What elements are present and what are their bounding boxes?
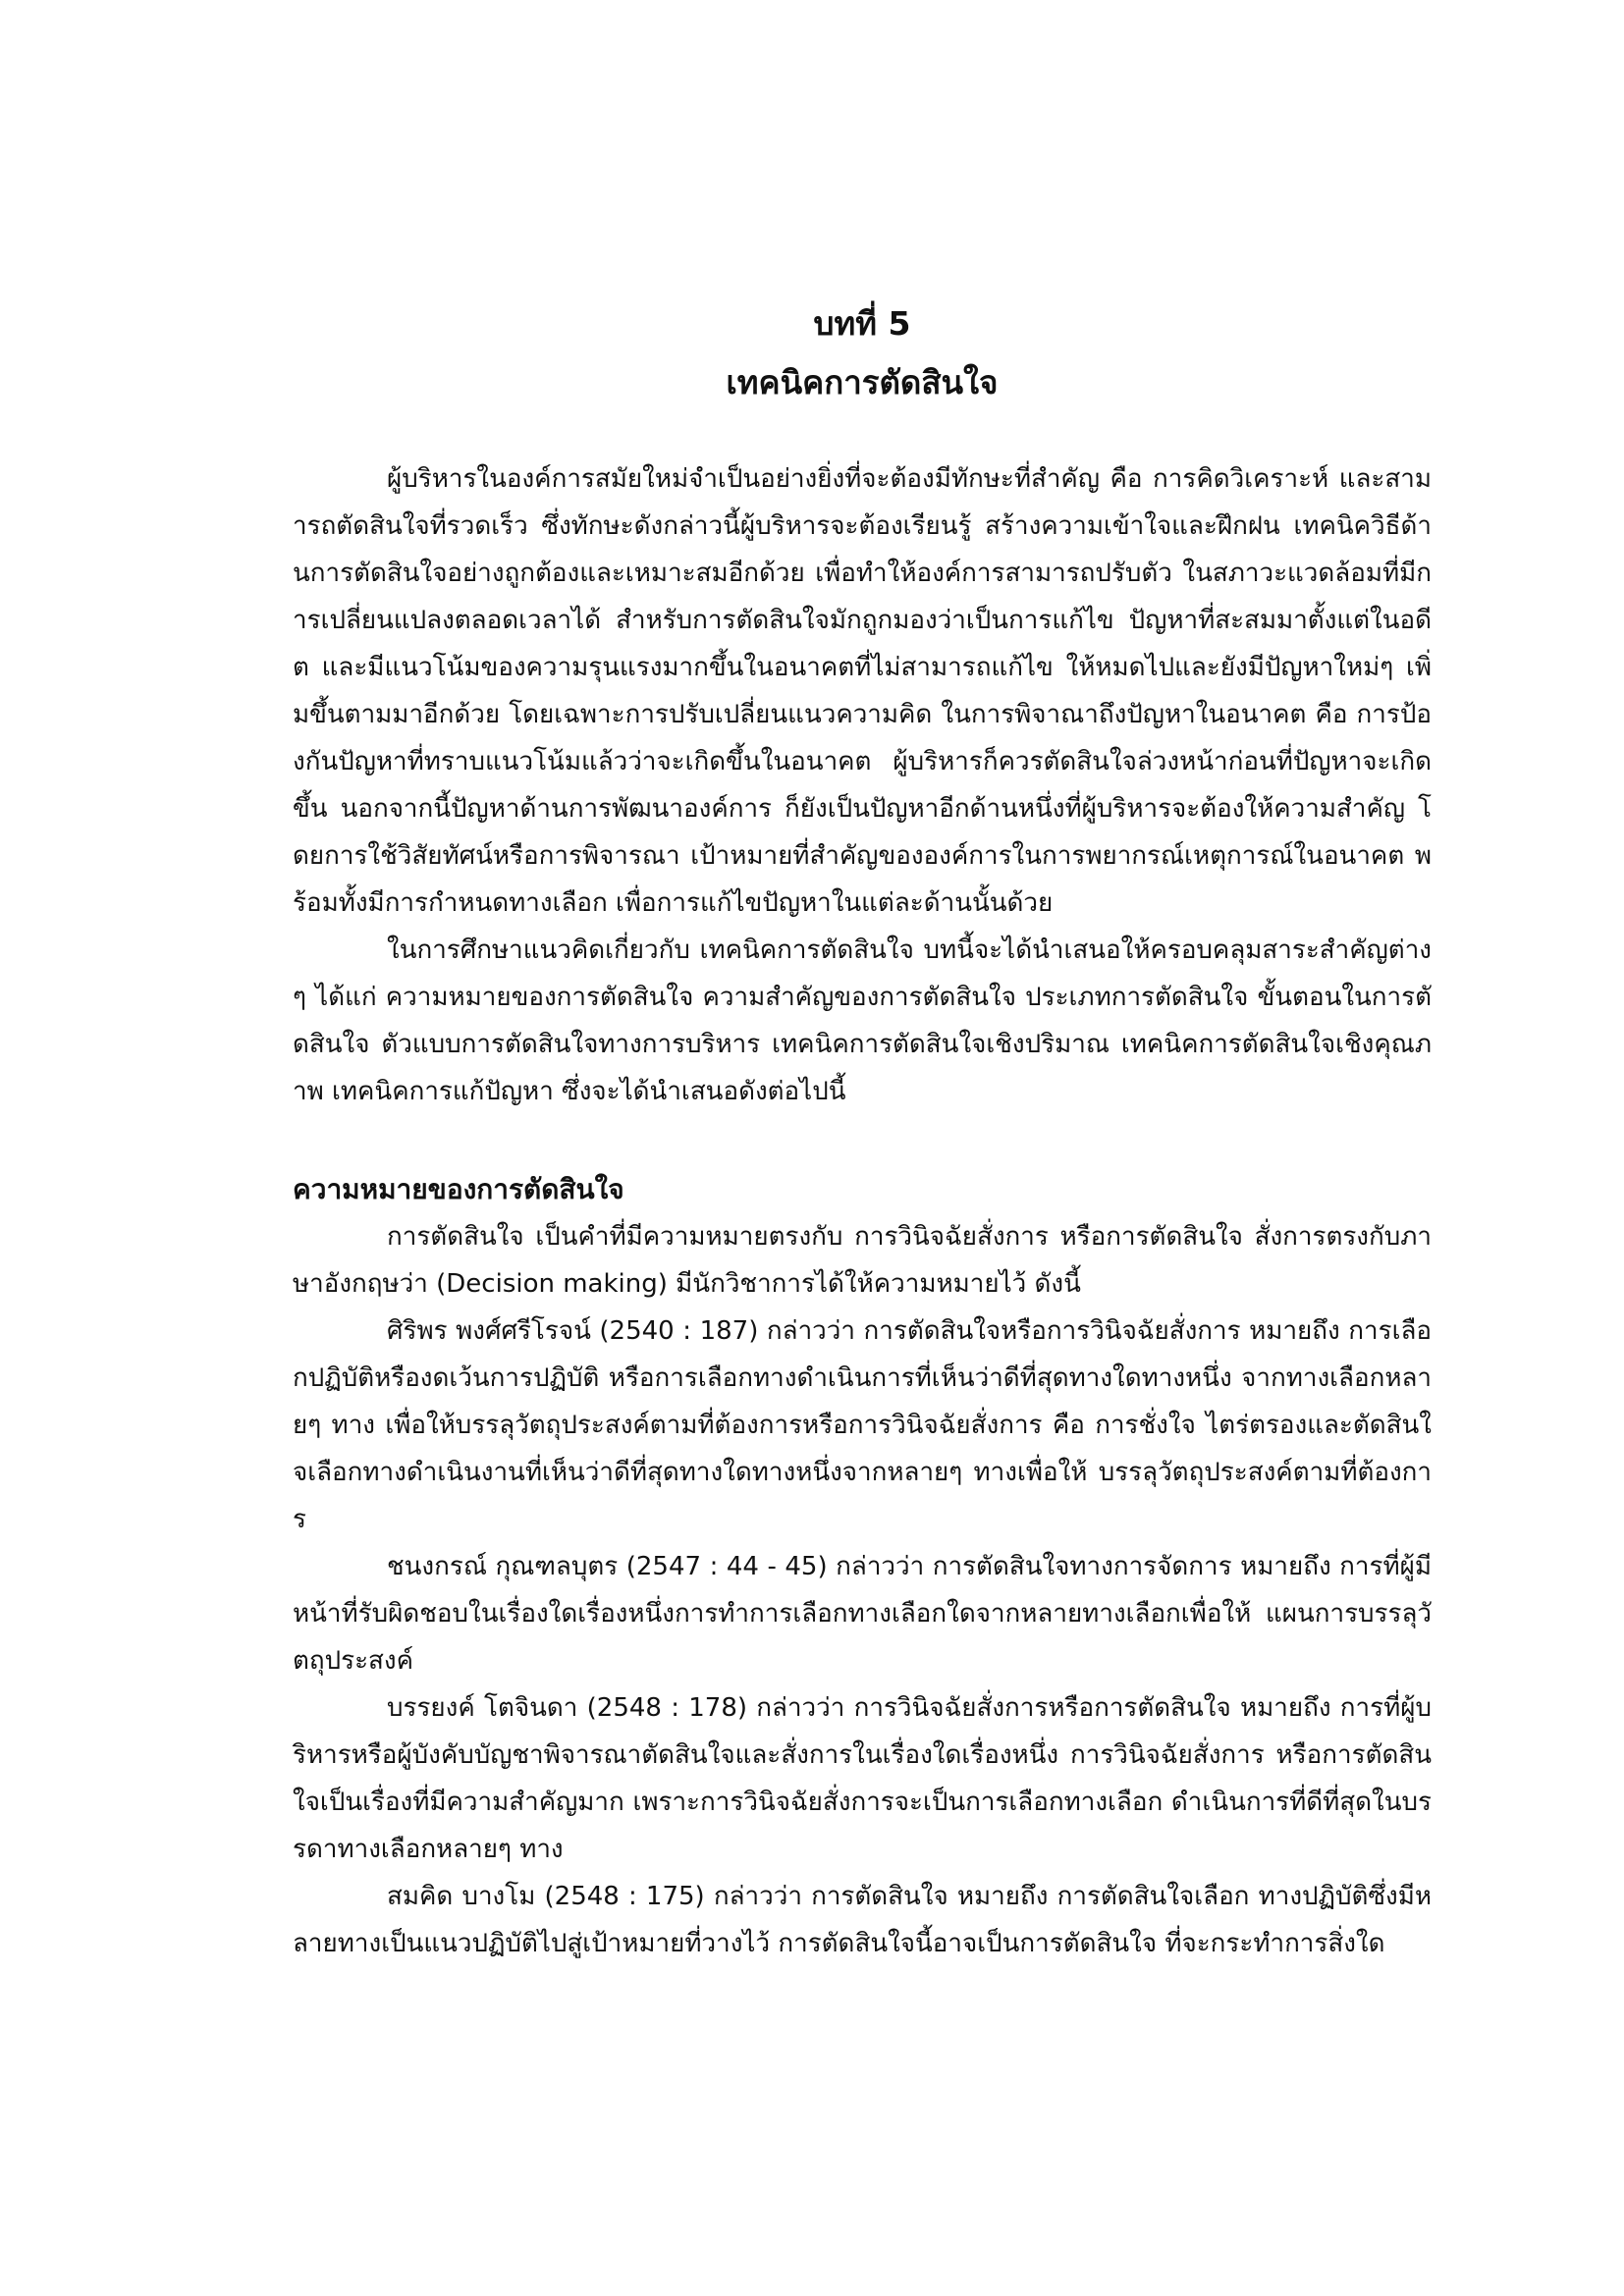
section-heading: ความหมายของการตัดสินใจ xyxy=(293,1173,624,1205)
intro-paragraph: ผู้บริหารในองค์การสมัยใหม่จำเป็นอย่างยิ่งที่จะต้องมีทักษะที่สำคัญ คือ การคิดวิเคราะห์ และสามารถตัดสินใจที่รวดเร็ว ซึ่งทักษะดังกล่าวนี้ผู้บริหารจะต้องเรียนรู้ สร้างความเข้าใจและฝึกฝน เทคนิควิธีด้านการตัดสินใจอย่างถูกต้องและเหมาะสมอีกด้วย เพื่อทำให้องค์การสามารถปรับตัว ในสภาวะแวดล้อมที่มีการเปลี่ยนแปลงตลอดเวลาได้ สำหรับการตัดสินใจมักถูกมองว่าเป็นการแก้ไข ปัญหาที่สะสมมาตั้งแต่ในอดีต และมีแนวโน้มของความรุนแรงมากขึ้นในอนาคตที่ไม่สามารถแก้ไข ให้หมดไปและยังมีปัญหาใหม่ๆ เพิ่มขึ้นตามมาอีกด้วย โดยเฉพาะการปรับเปลี่ยนแนวความคิด ในการพิจาณาถึงปัญหาในอนาคต คือ การป้องกันปัญหาที่ทราบแนวโน้มแล้วว่าจะเกิดขึ้นในอนาคต ผู้บริหารก็ควรตัดสินใจล่วงหน้าก่อนที่ปัญหาจะเกิดขึ้น นอกจากนี้ปัญหาด้านการพัฒนาองค์การ ก็ยังเป็นปัญหาอีกด้านหนึ่งที่ผู้บริหารจะต้องให้ความสำคัญ โดยการใช้วิสัยทัศน์หรือการพิจารณา เป้าหมายที่สำคัญขององค์การในการพยากรณ์เหตุการณ์ในอนาคต พร้อมทั้งมีการกำหนดทางเลือก เพื่อการแก้ไขปัญหาในแต่ละด้านนั้นด้วย xyxy=(293,464,1432,918)
body-paragraph: บรรยงค์ โตจินดา (2548 : 178) กล่าวว่า การวินิจฉัยสั่งการหรือการตัดสินใจ หมายถึง การที่ผู้บริหารหรือผู้บังคับบัญชาพิจารณาตัดสินใจและสั่งการในเรื่องใดเรื่องหนึ่ง การวินิจฉัยสั่งการ หรือการตัดสินใจเป็นเรื่องที่มีความสำคัญมาก เพราะการวินิจฉัยสั่งการจะเป็นการเลือกทางเลือก ดำเนินการที่ดีที่สุดในบรรดาทางเลือกหลายๆ ทาง xyxy=(293,1693,1432,1864)
chapter-number: บทที่ 5 xyxy=(813,304,911,343)
page-content xyxy=(293,294,1432,1967)
body-paragraph: สมคิด บางโม (2548 : 175) กล่าวว่า การตัดสินใจ หมายถึง การตัดสินใจเลือก ทางปฏิบัติซึ่งมีหลายทางเป็นแนวปฏิบัติไปสู่เป้าหมายที่วางไว้ การตัดสินใจนี้อาจเป็นการตัดสินใจ ที่จะกระทำการสิ่งใด xyxy=(293,1882,1432,1958)
intro-paragraph: ในการศึกษาแนวคิดเกี่ยวกับ เทคนิคการตัดสินใจ บทนี้จะได้นำเสนอให้ครอบคลุมสาระสำคัญต่าง ๆ ได้แก่ ความหมายของการตัดสินใจ ความสำคัญของการตัดสินใจ ประเภทการตัดสินใจ ขั้นตอนในการตัดสินใจ ตัวแบบการตัดสินใจทางการบริหาร เทคนิคการตัดสินใจเชิงปริมาณ เทคนิคการตัดสินใจเชิงคุณภาพ เทคนิคการแก้ปัญหา ซึ่งจะได้นำเสนอดังต่อไปนี้ xyxy=(293,935,1432,1106)
body-paragraph: การตัดสินใจ เป็นคำที่มีความหมายตรงกับ การวินิจฉัยสั่งการ หรือการตัดสินใจ สั่งการตรงกับภาษาอังกฤษว่า (Decision making) มีนักวิชาการได้ให้ความหมายไว้ ดังนี้ xyxy=(293,1222,1432,1299)
chapter-title: เทคนิคการตัดสินใจ xyxy=(726,363,999,401)
body-paragraph: ศิริพร พงศ์ศรีโรจน์ (2540 : 187) กล่าวว่า การตัดสินใจหรือการวินิจฉัยสั่งการ หมายถึง การเลือกปฏิบัติหรืองดเว้นการปฏิบัติ หรือการเลือกทางดำเนินการที่เห็นว่าดีที่สุดทางใดทางหนึ่ง จากทางเลือกหลายๆ ทาง เพื่อให้บรรลุวัตถุประสงค์ตามที่ต้องการหรือการวินิจฉัยสั่งการ คือ การชั่งใจ ไตร่ตรองและตัดสินใจเลือกทางดำเนินงานที่เห็นว่าดีที่สุดทางใดทางหนึ่งจากหลายๆ ทางเพื่อให้ บรรลุวัตถุประสงค์ตามที่ต้องการ xyxy=(293,1316,1432,1534)
body-paragraph: ชนงกรณ์ กุณฑลบุตร (2547 : 44 - 45) กล่าวว่า การตัดสินใจทางการจัดการ หมายถึง การที่ผู้มีหน้าที่รับผิดชอบในเรื่องใดเรื่องหนึ่งการทำการเลือกทางเลือกใดจากหลายทางเลือกเพื่อให้ แผนการบรรลุวัตถุประสงค์ xyxy=(293,1552,1432,1676)
